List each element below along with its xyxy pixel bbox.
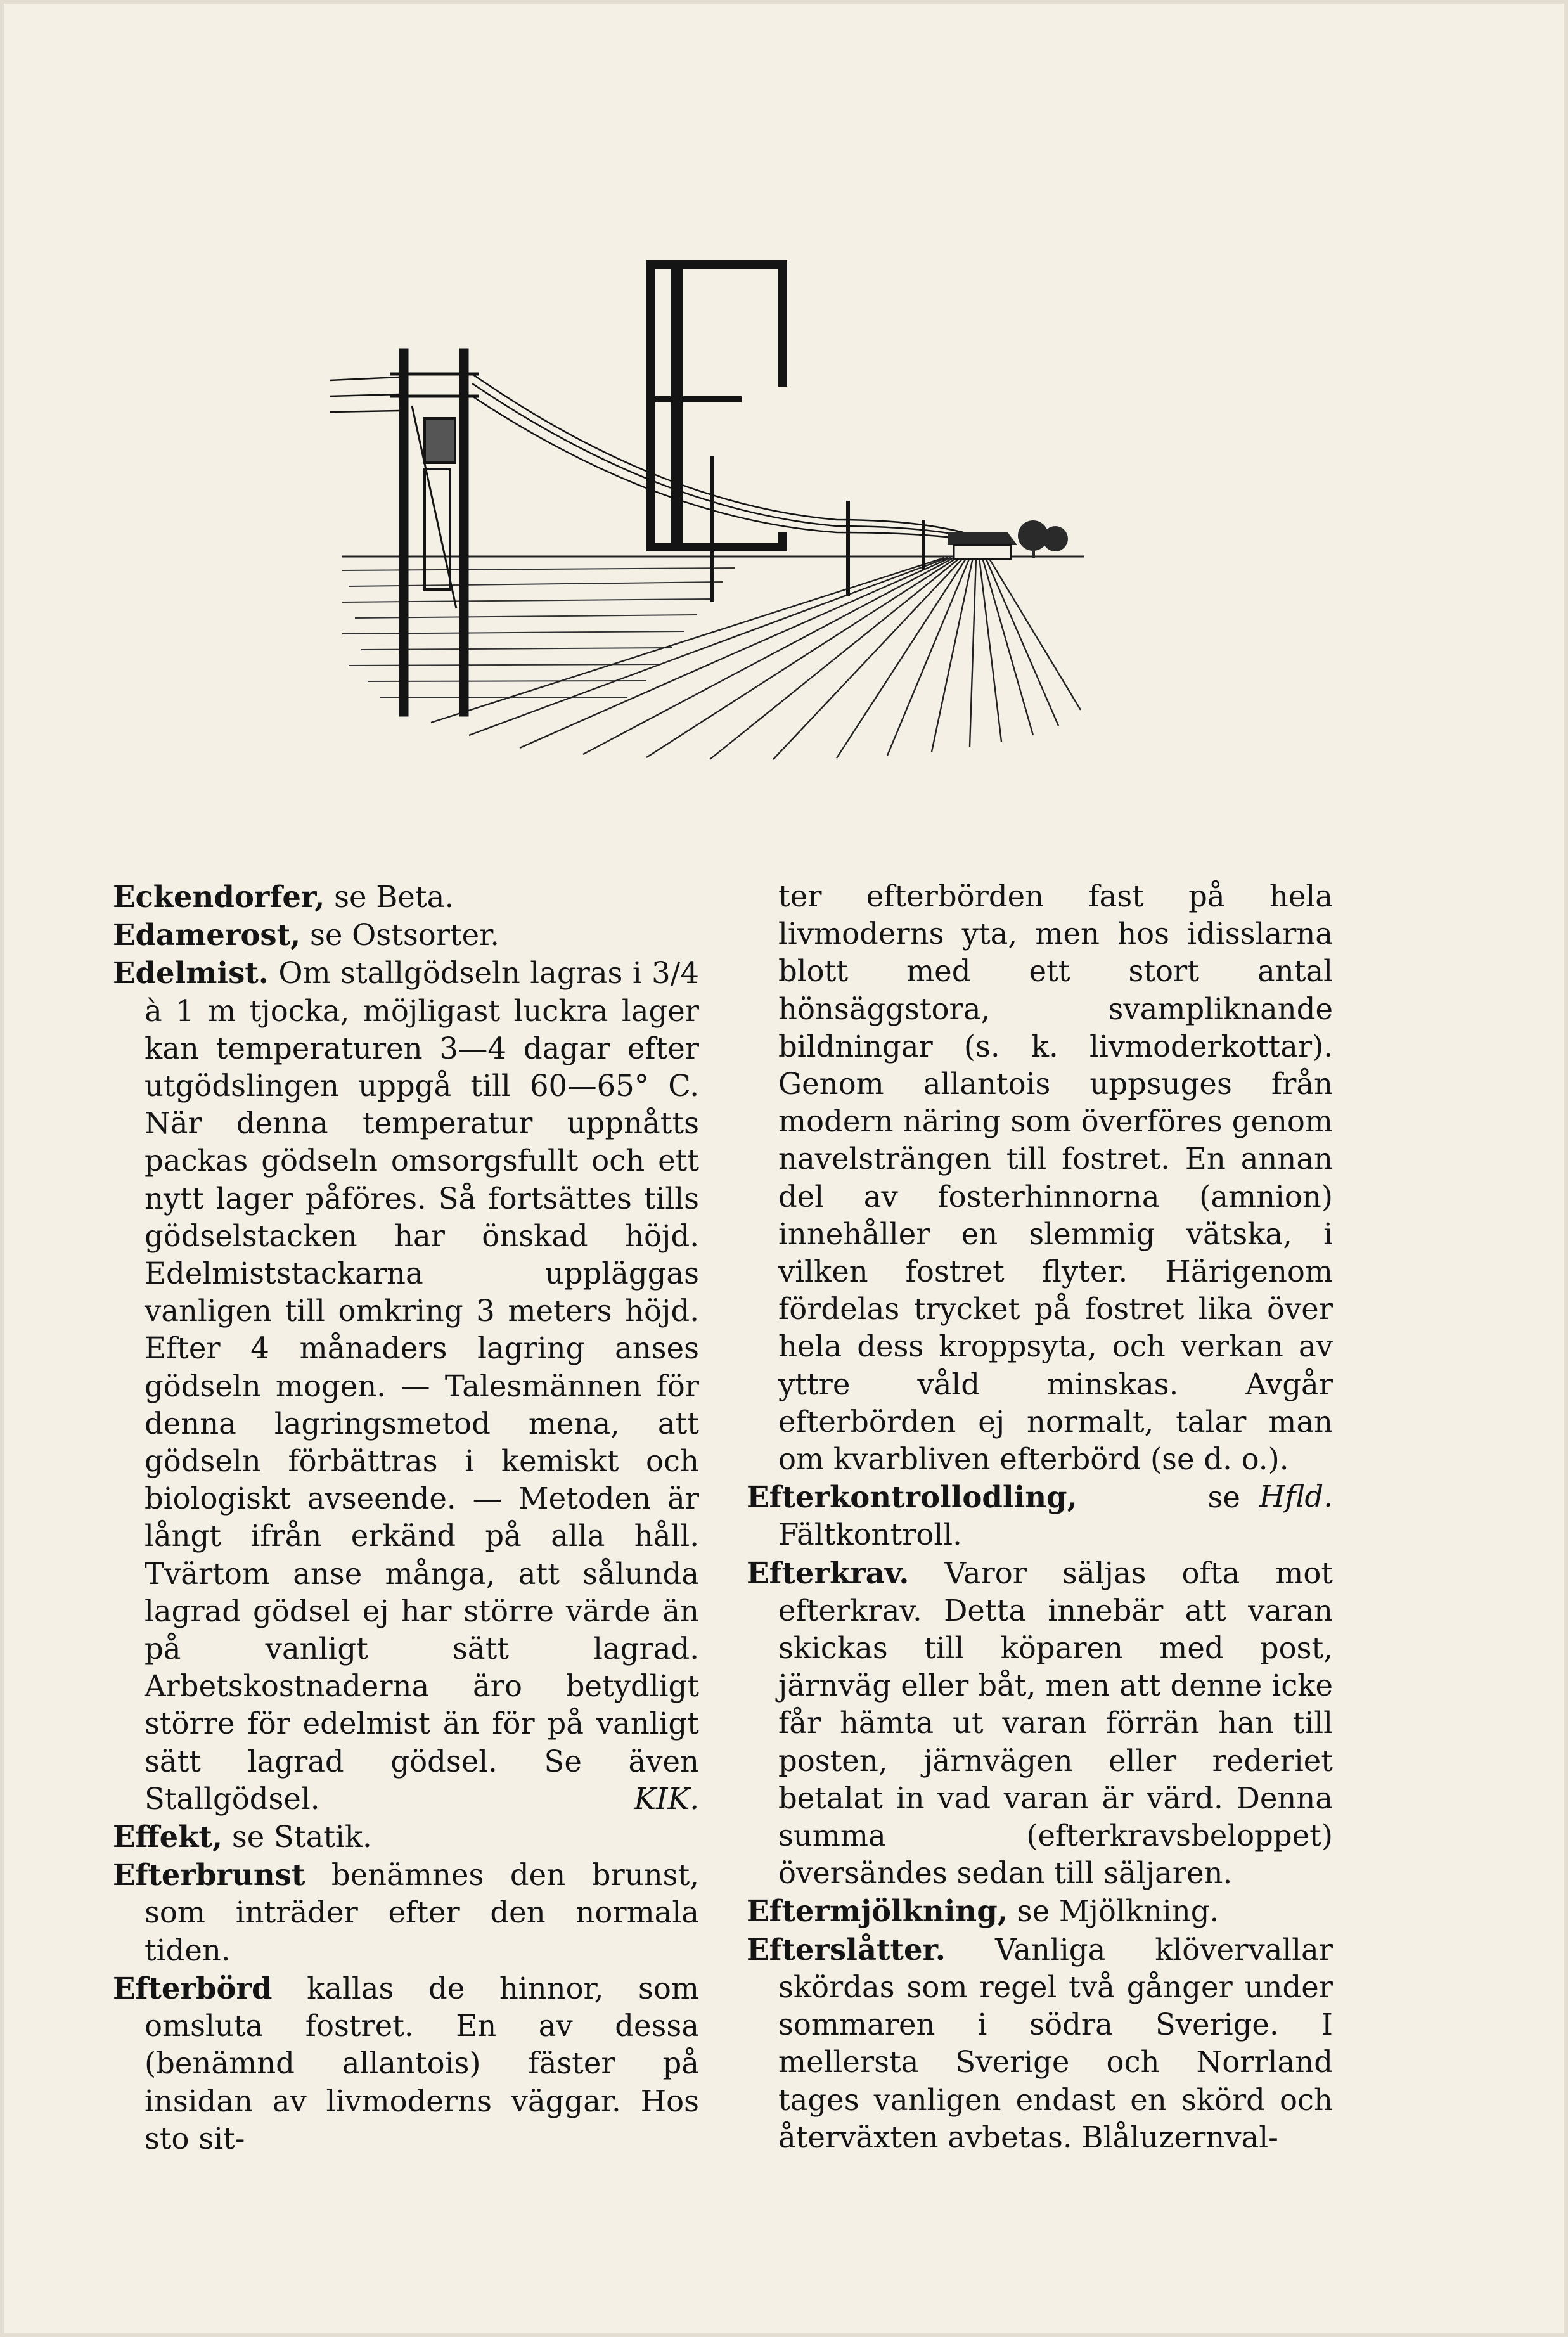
entry-text: se Beta. xyxy=(334,880,454,914)
entry-efterslatter xyxy=(747,1931,1333,2156)
entry-eftermjolkning xyxy=(747,1892,1333,1930)
entry-term: Edelmist. xyxy=(113,955,269,991)
entry-text: Om stallgödseln lagras i 3/4 à 1 m tjocka, möjligast luckra lager kan temperaturen 3—4 dagar efter utgödslingen uppgå till 60—65° C. När denna temperatur uppnåtts packas gödseln omsorgsfullt och ett nytt lager påföres. Så fortsättes tills gödselstacken har önskad höjd. Edelmiststackarna uppläggas vanligen till omkring 3 meters höjd. Efter 4 månaders lagring anses gödseln mogen. — Talesmännen för denna lagringsmetod mena, att gödseln förbättras i kemiskt och biologiskt avseende. — Metoden är långt ifrån erkänd på alla håll. Tvärtom anse många, att sålunda lagrad gödsel ej har större värde än på vanligt sätt lagrad. Arbetskostnaderna äro betydligt större för edelmist än för på vanligt sätt lagrad gödsel. Se även Stallgödsel. xyxy=(145,956,700,1816)
entry-edelmist xyxy=(113,954,699,1818)
author-signature: KIK. xyxy=(634,1781,699,1816)
entry-text: se Mjölkning. xyxy=(1017,1894,1219,1929)
entry-term: Efterkrav. xyxy=(747,1555,909,1590)
entry-term: Eftermjölkning, xyxy=(747,1893,1008,1929)
entry-term: Edamerost, xyxy=(113,917,301,953)
entry-text: Vanliga klövervallar skördas som regel två gånger under sommaren i södra Sverige. I mellersta Sverige och Norrland tages vanligen endast en skörd och återväxten avbetas. Blåluzernval- xyxy=(778,1932,1333,2154)
entry-text: benämnes den brunst, som inträder efter den normala tiden. xyxy=(145,1858,699,1967)
right-column xyxy=(747,878,1333,2156)
entry-term: Effekt, xyxy=(113,1819,223,1855)
entry-term: Eckendorfer, xyxy=(113,879,325,914)
entry-edamerost xyxy=(113,916,699,954)
entry-text: Varor säljas ofta mot efterkrav. Detta innebär att varan skickas till köparen med post, järnväg eller båt, men att denne icke får hämta ut varan förrän han till posten, järnvägen eller rederiet betalat in vad varan är värd. Denna summa (efterkravsbeloppet) översändes sedan till säljaren. xyxy=(778,1555,1333,1891)
entry-text: se Fältkontroll. xyxy=(778,1480,1240,1552)
initial-letter-e xyxy=(646,260,787,551)
left-column xyxy=(113,878,699,2158)
entry-text: kallas de hinnor, som omsluta fostret. En av dessa (benämnd allantois) fäster på insidan av livmoderns väggar. Hos sto sit- xyxy=(145,1971,700,2156)
entry-text: ter efterbörden fast på hela livmoderns yta, men hos idisslarna blott med ett stort antal hönsäggstora, svampliknande bildningar (s. k. livmoderkottar). Genom allantois uppsuges från modern näring som överföres genom navelsträngen till fostret. En annan del av fosterhinnorna (amnion) innehåller en slemmig vätska, i vilken fostret flyter. Härigenom fördelas trycket på fostret lika över hela dess kroppsyta, och verkan av yttre våld minskas. Avgår efterbörden ej normalt, talar man om kvarbliven efterbörd (se d. o.). xyxy=(778,879,1333,1477)
entry-effekt xyxy=(113,1818,699,1856)
author-signature: Hfld. xyxy=(1259,1479,1333,1514)
entry-efterbrunst xyxy=(113,1856,699,1969)
entry-text: se Ostsorter. xyxy=(310,918,500,953)
entry-efterbord xyxy=(113,1969,699,2158)
entry-term: Efterbrunst xyxy=(113,1857,305,1893)
entry-term: Efterkontrollodling, xyxy=(747,1479,1077,1515)
entry-text: se Statik. xyxy=(231,1820,372,1855)
entry-term: Efterbörd xyxy=(113,1970,273,2005)
entry-efterkrav xyxy=(747,1554,1333,1893)
entry-eckendorfer xyxy=(113,878,699,916)
entry-term: Efterslåtter. xyxy=(747,1931,946,1967)
field-powerline-farm-icon xyxy=(330,254,1103,761)
